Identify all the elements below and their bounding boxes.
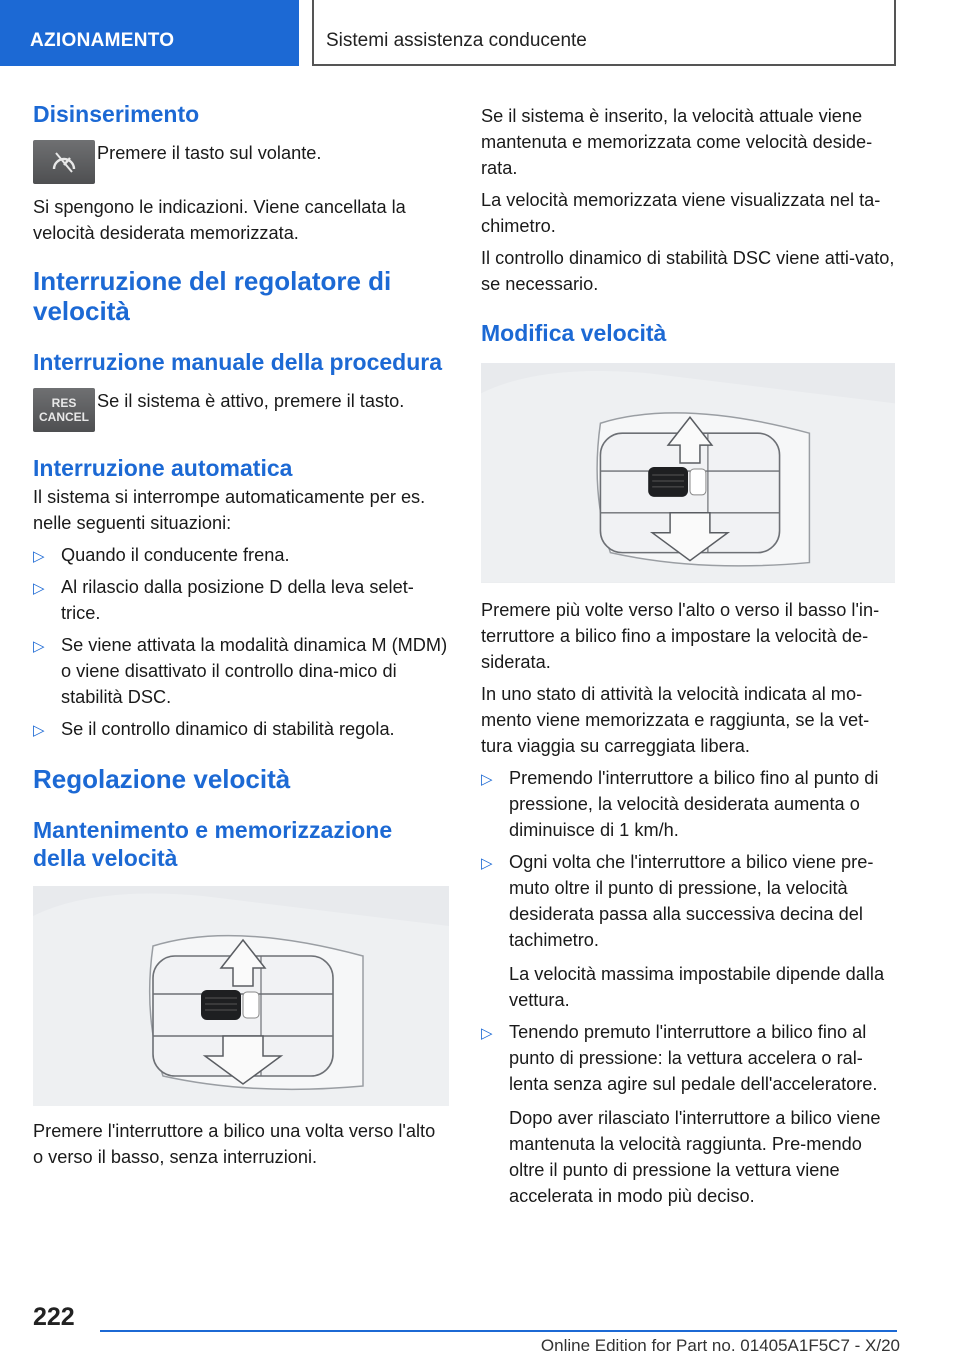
list-item: ▷ Quando il conducente frena. [33, 542, 449, 568]
list-item-continuation: La velocità massima impostabile dipende dalla vettura. [509, 964, 885, 1010]
chapter-title: Sistemi assistenza conducente [312, 0, 896, 66]
res-cancel-icon [33, 388, 95, 432]
mantenimento-paragraph: Premere l'interruttore a bilico una volta verso l'alto o verso il basso, senza interruzioni. [33, 1121, 436, 1167]
modifica-p1: Premere più volte verso l'alto o verso il basso l'in-terruttore a bilico fino a impostare la velocità de-siderata. [481, 600, 880, 672]
heading-automatica: Interruzione automatica [33, 455, 293, 481]
triangle-right-outline-icon: ▷ [481, 1025, 493, 1042]
manuale-button-row [33, 388, 449, 432]
left-column [33, 100, 449, 1170]
list-item: ▷ Se il controllo dinamico di stabilità regola. [33, 716, 449, 742]
list-item: ▷ Ogni volta che l'interruttore a bilico viene pre-muto oltre il punto di pressione, la velocità desiderata passa alla successiva decina del tachimetro. La velocità massima impostabile dipende dalla vettura. [481, 849, 897, 1013]
heading-interruzione: Interruzione del regolatore di velocità [33, 266, 392, 326]
cancel-label: CANCEL [39, 410, 89, 424]
manuale-button-text: Se il sistema è attivo, premere il tasto. [97, 391, 405, 411]
steering-wheel-photo-2 [481, 363, 895, 583]
edition-text: Online Edition for Part no. 01405A1F5C7 - X/20 [540, 1336, 900, 1355]
triangle-right-outline-icon: ▷ [33, 722, 45, 739]
heading-mantenimento: Mantenimento e memorizzazione della velocità [33, 817, 393, 871]
list-item: ▷ Premendo l'interruttore a bilico fino al punto di pressione, la velocità desiderata aumenta o diminuisce di 1 km/h. [481, 768, 879, 840]
disins-button-text: Premere il tasto sul volante. [97, 143, 322, 163]
right-p3: Il controllo dinamico di stabilità DSC viene atti-vato, se necessario. [481, 248, 895, 294]
triangle-right-outline-icon: ▷ [33, 548, 45, 565]
auto-paragraph: Il sistema si interrompe automaticamente per es. nelle seguenti situazioni: [33, 487, 426, 533]
triangle-right-outline-icon: ▷ [481, 855, 493, 872]
auto-list [33, 542, 449, 742]
modifica-p2: In uno stato di attività la velocità indicata al mo-mento viene memorizzata e raggiunta, se la vet-tura viaggia su carreggiata libera. [481, 684, 870, 756]
heading-regolazione: Regolazione velocità [33, 764, 291, 794]
page-number: 222 [33, 1303, 75, 1331]
list-item: ▷ Tenendo premuto l'interruttore a bilico fino al punto di pressione: la vettura accelera o ral-lenta senza agire sul pedale dell'acceleratore. Dopo aver rilasciato l'interruttore a bilico viene mantenuta la velocità raggiunta. Pre-mendo oltre il punto di pressione la vettura viene accelerata in modo più deciso. [481, 1019, 897, 1209]
list-item: ▷ Se viene attivata la modalità dinamica M (MDM) o viene disattivato il controllo dina-mico di stabilità DSC. [33, 635, 448, 707]
steering-wheel-photo [33, 886, 449, 1106]
modifica-list [481, 765, 897, 1209]
res-label: RES [51, 396, 77, 410]
disins-button-row [33, 140, 449, 184]
right-p2: La velocità memorizzata viene visualizzata nel ta-chimetro. [481, 190, 881, 236]
heading-disinserimento: Disinserimento [33, 101, 200, 127]
triangle-right-outline-icon: ▷ [33, 638, 45, 655]
right-p1: Se il sistema è inserito, la velocità attuale viene mantenuta e memorizzata come velocità deside-rata. [481, 106, 873, 178]
page-header [0, 0, 960, 66]
list-item: ▷ Al rilascio dalla posizione D della leva selet-trice. [33, 577, 414, 623]
section-tab: AZIONAMENTO [0, 0, 299, 66]
right-column [481, 103, 897, 1209]
disins-paragraph: Si spengono le indicazioni. Viene cancellata la velocità desiderata memorizzata. [33, 197, 406, 243]
triangle-right-outline-icon: ▷ [33, 580, 45, 597]
heading-manuale: Interruzione manuale della procedura [33, 349, 442, 375]
list-item-continuation: Dopo aver rilasciato l'interruttore a bilico viene mantenuta la velocità raggiunta. Pre-mendo oltre il punto di pressione la vettura viene accelerata in modo più deciso. [509, 1108, 881, 1206]
cruise-control-off-icon [33, 140, 95, 184]
heading-modifica: Modifica velocità [481, 320, 667, 346]
triangle-right-outline-icon: ▷ [481, 771, 493, 788]
footer-rule [100, 1330, 897, 1332]
